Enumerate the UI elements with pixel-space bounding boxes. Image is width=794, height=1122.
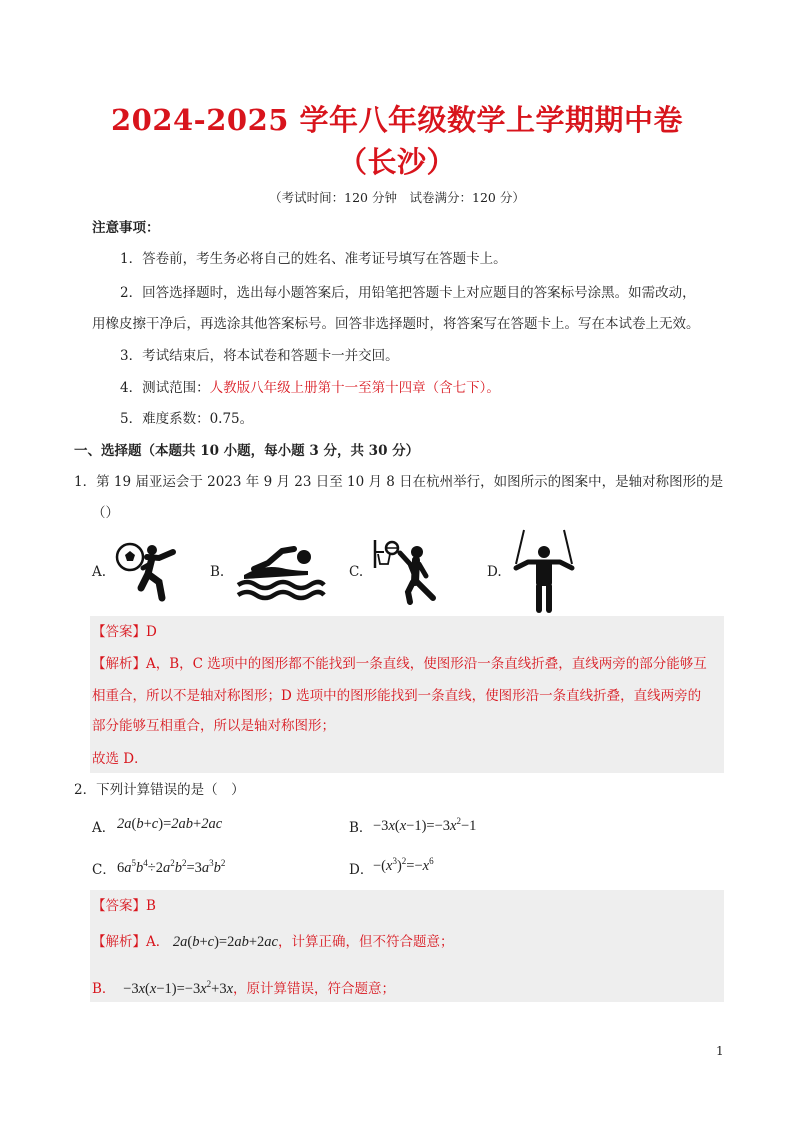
q1-stem-line2: （）: [92, 505, 119, 521]
notice-item-5: 5．难度系数：0.75。: [120, 411, 254, 427]
q2-option-c-formula: $6a^5b^4\div 2a^2b^2=3a^3b^2$: [117, 858, 226, 876]
q2-option-d-formula: $-(x^3)^2=-x^6$: [373, 856, 434, 874]
soccer-player-icon: [115, 540, 180, 602]
q2-option-a-formula: 2a(b+c)=2ab+2ac: [117, 816, 223, 832]
notice-item-4-prefix: 4．测试范围：: [120, 380, 210, 396]
page-title: 2024-2025 学年八年级数学上学期期中卷: [110, 103, 684, 137]
q2-option-b-formula: $-3x(x-1)=-3x^2-1$: [373, 816, 477, 834]
q2-answer: 【答案】B: [92, 898, 156, 914]
q1-analysis-line4: 故选 D．: [92, 751, 148, 767]
q2-option-c-label: C．: [92, 862, 116, 878]
q1-analysis-line3: 部分能够互相重合，所以是轴对称图形；: [92, 718, 335, 734]
swimmer-icon: [234, 541, 326, 601]
q2-analysis-a: [92, 932, 453, 952]
q1-answer: 【答案】D: [92, 624, 157, 640]
test-scope: 人教版八年级上册第十一至第十四章（含七下）。: [209, 380, 500, 396]
section-heading: 一、选择题（本题共 10 小题，每小题 3 分，共 30 分）: [74, 443, 420, 459]
q1-stem-line1: 1．第 19 届亚运会于 2023 年 9 月 23 日至 10 月 8 日在杭州举行，如图所示的图案中，是轴对称图形的是: [74, 474, 724, 490]
notice-item-2-line1: 2．回答选择题时，选出每小题答案后，用铅笔把答题卡上对应题目的答案标号涂黑。如需改动，: [120, 285, 696, 301]
q2-option-a-label: A．: [92, 820, 116, 836]
q1-option-b-label: B.: [210, 564, 225, 580]
q2-analysis-a-suffix: ，计算正确，但不符合题意；: [277, 934, 454, 950]
q2-analysis-b: [92, 974, 395, 999]
notice-item-4: [120, 378, 500, 398]
basketball-player-icon: [370, 538, 445, 606]
q2-analysis-b-formula: $-3x(x-1)=-3x^2+3x$: [123, 979, 234, 997]
q2-option-d-label: D．: [349, 862, 374, 878]
q2-analysis-a-prefix: 【解析】A．: [92, 934, 170, 950]
notice-item-3: 3．考试结束后，将本试卷和答题卡一并交回。: [120, 348, 399, 364]
notice-heading: 注意事项：: [92, 220, 160, 236]
q2-stem: 2．下列计算错误的是（ ）: [74, 782, 245, 798]
exam-meta: （考试时间：120 分钟 试卷满分：120 分）: [269, 190, 525, 205]
q2-analysis-b-suffix: ，原计算错误，符合题意；: [233, 980, 396, 997]
q2-option-b-label: B．: [349, 820, 373, 836]
q1-option-a-label: A.: [92, 564, 107, 580]
page-number: 1: [716, 1044, 724, 1058]
gymnast-rings-icon: [508, 530, 580, 612]
q1-option-c-label: C.: [349, 564, 364, 580]
notice-item-2-line2: 用橡皮擦干净后，再选涂其他答案标号。回答非选择题时，将答案写在答题卡上。写在本试卷上无效。: [92, 316, 700, 332]
q2-analysis-a-formula: 2a(b+c)=2ab+2ac: [169, 934, 278, 950]
q1-option-d-label: D.: [487, 564, 502, 580]
page-subtitle: （长沙）: [337, 145, 456, 179]
q1-analysis-line2: 相重合，所以不是轴对称图形；D 选项中的图形能找到一条直线，使图形沿一条直线折叠，直线两旁的: [92, 688, 702, 704]
notice-item-1: 1．答卷前，考生务必将自己的姓名、准考证号填写在答题卡上。: [120, 251, 507, 267]
q2-analysis-b-prefix: B．: [92, 980, 109, 997]
q1-analysis-line1: 【解析】A，B，C 选项中的图形都不能找到一条直线，使图形沿一条直线折叠，直线两旁的部分能够互: [92, 656, 707, 672]
